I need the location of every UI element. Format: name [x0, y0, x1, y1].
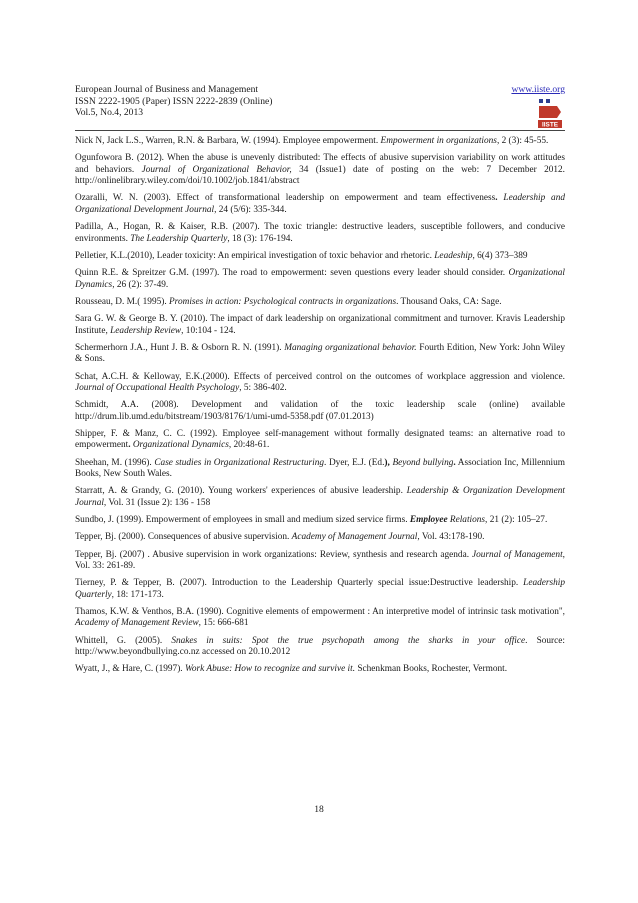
reference-text: Padilla, A., Hogan, R. & Kaiser, R.B. (2007). The toxic triangle: destructive leaders, susceptible followers, and conducive environments.	[75, 222, 565, 244]
reference-text: Work Abuse: How to recognize and survive it.	[184, 664, 356, 675]
reference-entry	[75, 486, 565, 509]
reference-entry	[75, 515, 565, 526]
reference-text: ),	[384, 457, 390, 468]
reference-text: . Dyer, E.J. (Ed.	[324, 457, 385, 468]
reference-text: Sara G. W. & George B. Y. (2010). The impact of dark leadership on organizational commitment and turnover. Kravis Leadership Institute,	[75, 314, 565, 336]
reference-text: Ogunfowora B. (2012). When the abuse is unevenly distributed: The effects of abusive supervision variability on work attitudes and behaviors.	[75, 153, 565, 175]
iiste-logo	[536, 99, 564, 129]
reference-text: Case studies in Organizational Restructuring	[154, 457, 325, 468]
reference-text: 34 (Issue1) date of posting on the web: 7 December 2012. http://onlinelibrary.wiley.com/doi/10.1002/job.1841/abstract	[75, 164, 565, 187]
reference-text: , Vol. 43:178-190.	[417, 532, 485, 543]
reference-text: Snakes in suits: Spot the true psychopath among the sharks in your office	[171, 635, 526, 646]
reference-entry	[75, 343, 565, 366]
reference-text: Organizational Dynamics	[132, 440, 229, 451]
reference-entry	[75, 136, 565, 147]
reference-text: Organizational Dynamics	[75, 268, 565, 290]
reference-text: Association Inc, Millennium Books, New South Wales.	[75, 457, 566, 480]
journal-volume: Vol.5, No.4, 2013	[75, 107, 144, 119]
reference-text: Sheehan, M. (1996).	[75, 457, 155, 468]
reference-text: Quinn R.E. & Spreitzer G.M. (1997). The road to empowerment: seven questions every leader should consider.	[75, 268, 509, 279]
reference-entry	[75, 607, 565, 630]
reference-text: , 10:104 - 124.	[181, 325, 236, 336]
reference-text: Schat, A.C.H. & Kelloway, E.K.(2000). Effects of perceived control on the outcomes of workplace aggression and violence.	[75, 371, 565, 382]
reference-text: Leadeship	[434, 250, 473, 261]
reference-text: Schmidt, A.A. (2008). Development and validation of the toxic leadership scale (online) available http://drum.lib.umd.edu/bitstream/1903/8176/1/umi-umd-5358.pdf (07.01.2013)	[75, 400, 565, 422]
reference-list	[75, 136, 565, 682]
reference-entry	[75, 532, 565, 543]
reference-entry	[75, 297, 565, 308]
reference-text: , 2 (3): 45-55.	[496, 136, 549, 146]
reference-text: Nick N, Jack L.S., Warren, R.N. & Barbara, W. (1994). Employee empowerment.	[75, 136, 381, 146]
reference-entry	[75, 193, 565, 216]
reference-entry	[75, 578, 565, 601]
reference-text: Tierney, P. & Tepper, B. (2007). Introduction to the Leadership Quarterly special issue:Destructive leadership.	[75, 578, 524, 589]
reference-text: , 5: 386-402.	[239, 382, 287, 393]
page-number: 18	[314, 804, 324, 815]
reference-entry	[75, 314, 565, 337]
svg-text:IISTE: IISTE	[542, 121, 558, 129]
reference-text: Leadership Review	[110, 325, 182, 336]
reference-text: , 6(4) 373–389	[472, 250, 528, 261]
journal-header	[75, 84, 565, 134]
reference-entry	[75, 268, 565, 291]
reference-text: Academy of Management Journal	[291, 532, 418, 543]
reference-text: , 24 (5/6): 335-344.	[214, 204, 287, 215]
reference-text: Empowerment in organizations	[380, 136, 497, 146]
reference-text: Tepper, Bj. (2007) . Abusive supervision in work organizations: Review, synthesis and research agenda.	[75, 549, 473, 560]
reference-text: Promises in action: Psychological contracts in organizations	[169, 296, 397, 307]
reference-text: Schermerhorn J.A., Hunt J. B. & Osborn R. N. (1991).	[75, 342, 285, 353]
reference-text: Shipper, F. & Manz, C. C. (1992). Employee self-management without formally designated teams: an alternative road to empowerment	[75, 428, 565, 451]
reference-text: , 18 (3): 176-194.	[227, 233, 293, 244]
reference-entry	[75, 222, 565, 245]
reference-text: Academy of Management Review	[75, 618, 199, 629]
reference-text: Thamos, K.W. & Venthos, B.A. (1990). Cognitive elements of empowerment : An interpretive model of intrinsic task motivation",	[75, 607, 565, 618]
reference-text: , 15: 666-681	[198, 618, 249, 629]
reference-text: Wyatt, J., & Hare, C. (1997).	[75, 664, 185, 675]
reference-entry	[75, 636, 565, 659]
journal-title: European Journal of Business and Management	[75, 84, 259, 95]
reference-text: Relations	[449, 515, 486, 526]
reference-entry	[75, 400, 565, 423]
reference-text: . Source: http://www.beyondbullying.co.nz accessed on 20.10.2012	[75, 635, 565, 658]
reference-entry	[75, 429, 565, 452]
reference-text: The Leadership Quarterly	[130, 233, 228, 244]
reference-text: , Vol. 31 (Issue 2): 136 - 158	[103, 497, 211, 508]
reference-entry	[75, 251, 565, 262]
reference-entry	[75, 664, 565, 675]
reference-text: Journal of Occupational Health Psychology	[75, 382, 240, 393]
reference-text: Pelletier, K.L.(2010), Leader toxicity: An empirical investigation of toxic behavior and rhetoric.	[75, 250, 435, 261]
reference-text: Starratt, A. & Grandy, G. (2010). Young workers' experiences of abusive leadership.	[75, 486, 407, 497]
reference-text: .	[128, 440, 131, 451]
reference-text: Ozaralli, W. N. (2003). Effect of transformational leadership on empowerment and team effectiveness	[75, 193, 496, 204]
reference-text: Leadership & Organization Development Journal	[75, 486, 565, 508]
reference-entry	[75, 550, 565, 573]
reference-text: Tepper, Bj. (2000). Consequences of abusive supervision.	[75, 532, 292, 543]
reference-text: Leadership Quarterly	[75, 578, 565, 600]
reference-text: Managing organizational behavior.	[284, 342, 417, 353]
reference-text: .	[495, 193, 498, 204]
reference-text: Journal of Organizational Behavior,	[141, 164, 292, 175]
journal-issn: ISSN 2222-1905 (Paper) ISSN 2222-2839 (Online)	[75, 95, 273, 107]
reference-text: , 26 (2): 37-49.	[112, 279, 169, 290]
reference-text: Leadership and Organizational Development Journal	[75, 193, 565, 215]
reference-text: Employee	[409, 515, 448, 526]
reference-text: Schenkman Books, Rochester, Vermont.	[355, 664, 508, 675]
reference-text: . Thousand Oaks, CA: Sage.	[396, 296, 502, 307]
reference-text: Sundbo, J. (1999). Empowerment of employees in small and medium sized service firms.	[75, 515, 410, 526]
reference-text: Fourth Edition, New York: John Wiley & Sons.	[75, 342, 565, 365]
reference-text: Beyond bullying	[392, 457, 454, 468]
reference-text: .	[453, 457, 456, 468]
reference-text: , 20:48-61.	[228, 440, 270, 451]
reference-text: Journal of Management	[472, 549, 563, 560]
journal-url-link[interactable]: www.iiste.org	[511, 84, 565, 95]
reference-text: , 21 (2): 105–27.	[485, 515, 548, 526]
reference-text: , 18: 171-173.	[111, 589, 164, 600]
reference-entry	[75, 458, 565, 481]
reference-text: Whittell, G. (2005).	[75, 635, 172, 646]
header-divider	[75, 130, 565, 131]
reference-entry	[75, 153, 565, 187]
reference-entry	[75, 372, 565, 395]
reference-text: , Vol. 33: 261-89.	[75, 549, 565, 572]
reference-text: Rousseau, D. M.( 1995).	[75, 296, 169, 307]
